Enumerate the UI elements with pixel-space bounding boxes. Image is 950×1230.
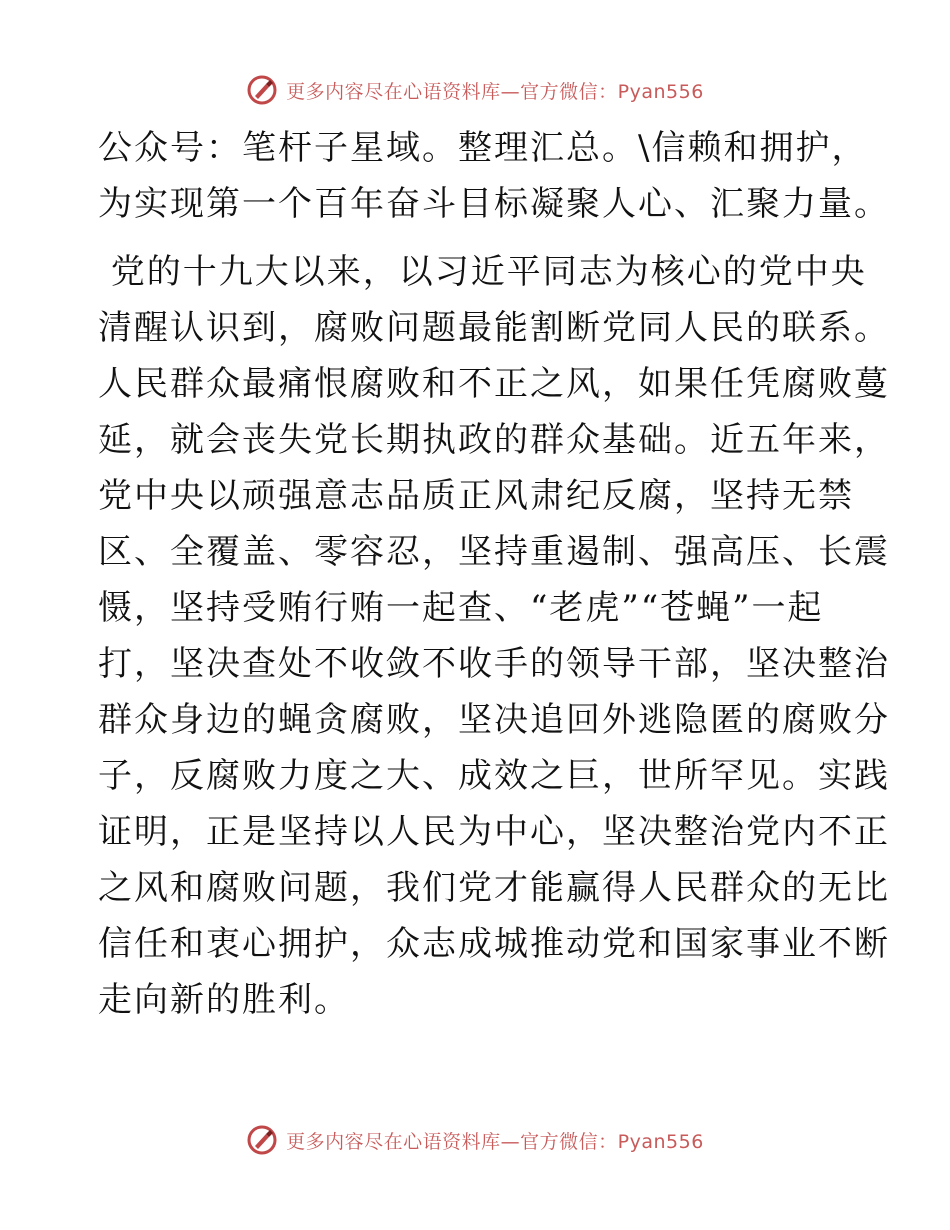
text-line: 党的十九大以来，以习近平同志为核心的党中央 xyxy=(98,252,867,292)
text-line: 之风和腐败问题，我们党才能赢得人民群众的无比 xyxy=(98,868,890,908)
header-banner xyxy=(0,70,950,110)
text-line: 走向新的胜利。 xyxy=(98,980,350,1020)
document-body xyxy=(98,120,890,1028)
text-line: 延，就会丧失党长期执政的群众基础。近五年来， xyxy=(98,420,890,460)
text-line: 人民群众最痛恨腐败和不正之风，如果任凭腐败蔓 xyxy=(98,364,890,404)
text-line: 打，坚决查处不收敛不收手的领导干部，坚决整治 xyxy=(98,644,890,684)
text-line: 党中央以顽强意志品质正风肃纪反腐，坚持无禁 xyxy=(98,476,854,516)
text-line: 信任和衷心拥护，众志成城推动党和国家事业不断 xyxy=(98,924,890,964)
pen-seal-icon xyxy=(246,74,278,106)
paragraph-1 xyxy=(98,120,890,232)
text-line: 为实现第一个百年奋斗目标凝聚人心、汇聚力量。 xyxy=(98,184,890,224)
text-line: 子，反腐败力度之大、成效之巨，世所罕见。实践 xyxy=(98,756,890,796)
text-line: 证明，正是坚持以人民为中心，坚决整治党内不正 xyxy=(98,812,890,852)
text-line: 区、全覆盖、零容忍，坚持重遏制、强高压、长震 xyxy=(98,532,890,572)
text-line: 慑，坚持受贿行贿一起查、“老虎”“苍蝇”一起 xyxy=(98,588,824,628)
footer-banner-text: 更多内容尽在心语资料库—官方微信：Pyan556 xyxy=(286,1130,704,1153)
text-line: 清醒认识到，腐败问题最能割断党同人民的联系。 xyxy=(98,308,890,348)
pen-seal-icon xyxy=(246,1124,278,1156)
text-line: 群众身边的蝇贪腐败，坚决追回外逃隐匿的腐败分 xyxy=(98,700,890,740)
header-banner-text: 更多内容尽在心语资料库—官方微信：Pyan556 xyxy=(286,80,704,103)
paragraph-2 xyxy=(98,244,890,1028)
text-line: 公众号：笔杆子星域。整理汇总。\信赖和拥护， xyxy=(98,128,868,168)
footer-banner xyxy=(0,1120,950,1160)
